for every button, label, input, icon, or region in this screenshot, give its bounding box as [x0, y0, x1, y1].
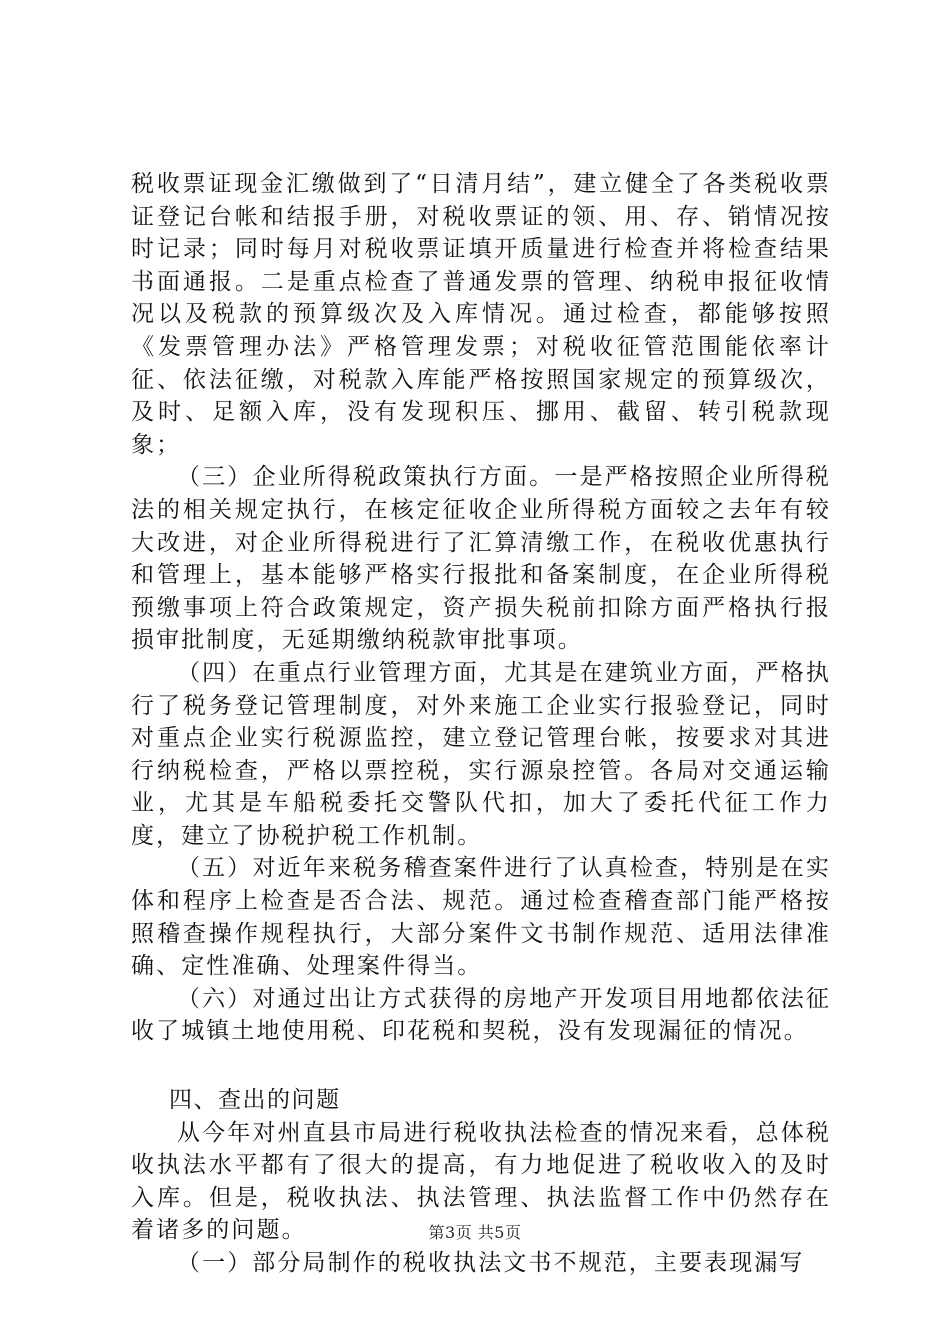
page-footer: 第3页 共5页 — [428, 1223, 522, 1242]
paragraph-problems-overview: 从今年对州直县市局进行税收执法检查的情况来看，总体税收执法水平都有了很大的提高，有力地促进了税收收入的及时入库。但是，税收执法、执法管理、执法监督工作中仍然存在着诸多的问题。 — [131, 1119, 831, 1244]
paragraph-real-estate: （六）对通过出让方式获得的房地产开发项目用地都依法征收了城镇土地使用税、印花税和契税，没有发现漏征的情况。 — [131, 985, 831, 1045]
document-body — [131, 168, 831, 1280]
paragraph-inspection-cases: （五）对近年来税务稽查案件进行了认真检查，特别是在实体和程序上检查是否合法、规范。通过检查稽查部门能严格按照稽查操作规程执行，大部分案件文书制作规范、适用法律准确、定性准确、处理案件得当。 — [131, 855, 831, 980]
section-spacer — [131, 1048, 831, 1084]
paragraph-key-industry: （四）在重点行业管理方面，尤其是在建筑业方面，严格执行了税务登记管理制度，对外来施工企业实行报验登记，同时对重点企业实行税源监控，建立登记管理台帐，按要求对其进行纳税检查，严格以票控税，实行源泉控管。各局对交通运输业，尤其是车船税委托交警队代扣，加大了委托代征工作力度，建立了协税护税工作机制。 — [131, 659, 831, 849]
paragraph-corporate-income-tax: （三）企业所得税政策执行方面。一是严格按照企业所得税法的相关规定执行，在核定征收企业所得税方面较之去年有较大改进，对企业所得税进行了汇算清缴工作，在税收优惠执行和管理上，基本能够严格实行报批和备案制度，在企业所得税预缴事项上符合政策规定，资产损失税前扣除方面严格执行报损审批制度，无延期缴纳税款审批事项。 — [131, 464, 831, 654]
section-heading: 四、查出的问题 — [169, 1087, 341, 1114]
paragraph-continued: 税收票证现金汇缴做到了“日清月结”，建立健全了各类税收票证登记台帐和结报手册，对税收票证的领、用、存、销情况按时记录；同时每月对税收票证填开质量进行检查并将检查结果书面通报。二是重点检查了普通发票的管理、纳税申报征收情况以及税款的预算级次及入库情况。通过检查，都能够按照《发票管理办法》严格管理发票；对税收征管范围能依率计征、依法征缴，对税款入库能严格按照国家规定的预算级次，及时、足额入库，没有发现积压、挪用、截留、转引税款现象； — [131, 171, 831, 458]
paragraph-problem-one: （一）部分局制作的税收执法文书不规范，主要表现漏写 — [177, 1250, 805, 1276]
